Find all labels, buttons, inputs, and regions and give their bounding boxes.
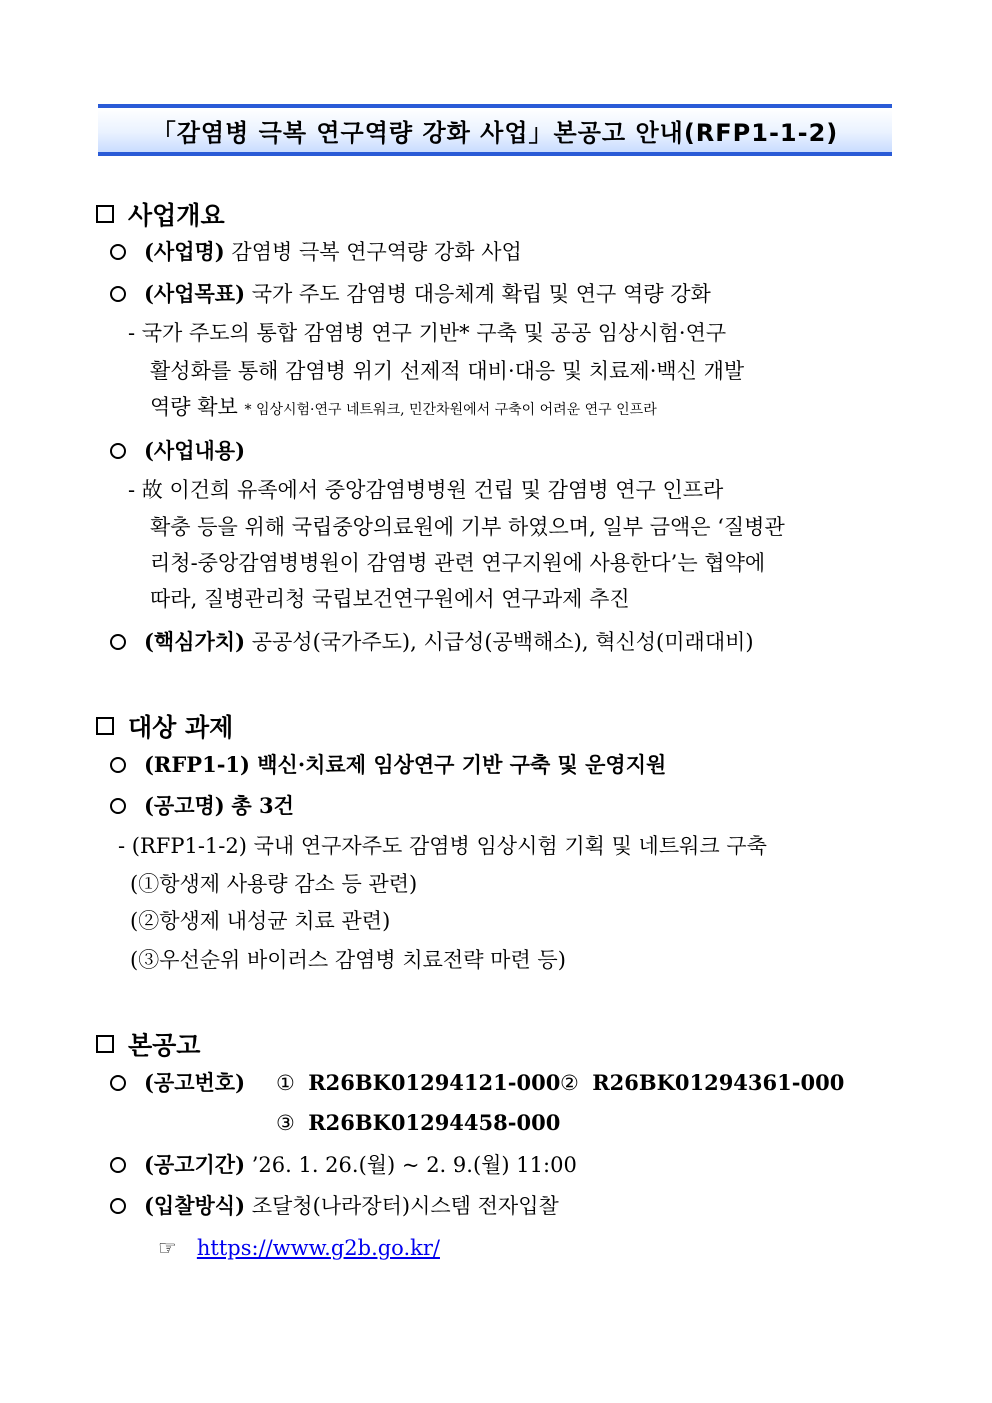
target-count-item: (공고명) 총 3건 (110, 795, 294, 817)
circle-bullet-icon (110, 634, 126, 650)
checkbox-square-icon (96, 717, 114, 735)
announcement-number-2: ② R26BK01294361-000 (560, 1070, 845, 1095)
circle-bullet-icon (110, 798, 126, 814)
pointing-hand-icon: ☞ (158, 1236, 177, 1260)
circle-bullet-icon (110, 1198, 126, 1214)
page-title: 「감염병 극복 연구역량 강화 사업」본공고 안내(RFP1-1-2) (151, 118, 839, 147)
content-line-1: - 故 이건희 유족에서 중앙감염병병원 건립 및 감염병 연구 인프라 (128, 478, 724, 502)
goal-detail-line-1: - 국가 주도의 통합 감염병 연구 기반* 구축 및 공공 임상시험·연구 (128, 321, 727, 345)
circle-bullet-icon (110, 286, 126, 302)
content-line-3: 리청-중앙감염병병원이 감염병 관련 연구지원에 사용한다’는 협약에 (150, 551, 766, 575)
content-line-4: 따라, 질병관리청 국립보건연구원에서 연구과제 추진 (150, 587, 630, 611)
circle-bullet-icon (110, 1075, 126, 1091)
circle-bullet-icon (110, 443, 126, 459)
announcement-number-3: ③ R26BK01294458-000 (276, 1110, 561, 1135)
announcement-method-item: (입찰방식) 조달청(나라장터)시스템 전자입찰 (110, 1195, 559, 1217)
overview-value-item: (핵심가치) 공공성(국가주도), 시급성(공백해소), 혁신성(미래대비) (110, 631, 754, 653)
target-sub-line-2: (①항생제 사용량 감소 등 관련) (130, 872, 418, 896)
overview-content-item: (사업내용) (110, 440, 245, 462)
overview-goal-item: (사업목표) 국가 주도 감염병 대응체계 확립 및 연구 역량 강화 (110, 283, 711, 305)
checkbox-square-icon (96, 205, 114, 223)
section-heading-target: 대상 과제 (96, 708, 233, 744)
circle-bullet-icon (110, 757, 126, 773)
overview-name-item: (사업명) 감염병 극복 연구역량 강화 사업 (110, 241, 522, 263)
section-heading-announcement: 본공고 (96, 1026, 200, 1062)
section-heading-overview: 사업개요 (96, 196, 225, 232)
announcement-number-1: ① R26BK01294121-000 (276, 1070, 561, 1095)
goal-detail-line-2: 활성화를 통해 감염병 위기 선제적 대비·대응 및 치료제·백신 개발 (150, 359, 745, 383)
circle-bullet-icon (110, 244, 126, 260)
goal-detail-line-3: 역량 확보 * 임상시험·연구 네트워크, 민간차원에서 구축이 어려운 연구 인프라 (150, 395, 657, 419)
g2b-link[interactable]: https://www.g2b.go.kr/ (196, 1236, 440, 1260)
announcement-link-row (158, 1238, 440, 1259)
target-rfp-item: (RFP1-1) 백신·치료제 임상연구 기반 구축 및 운영지원 (110, 754, 666, 776)
target-sub-line-1: - (RFP1-1-2) 국내 연구자주도 감염병 임상시험 기획 및 네트워크 구축 (118, 834, 767, 858)
title-banner (98, 104, 892, 156)
content-line-2: 확충 등을 위해 국립중앙의료원에 기부 하였으며, 일부 금액은 ‘질병관 (150, 515, 785, 539)
checkbox-square-icon (96, 1035, 114, 1053)
circle-bullet-icon (110, 1157, 126, 1173)
goal-footnote: * 임상시험·연구 네트워크, 민간차원에서 구축이 어려운 연구 인프라 (244, 402, 657, 418)
announcement-number-item: (공고번호) (110, 1072, 245, 1094)
target-sub-line-4: (③우선순위 바이러스 감염병 치료전략 마련 등) (130, 948, 566, 972)
target-sub-line-3: (②항생제 내성균 치료 관련) (130, 909, 391, 933)
announcement-period-item: (공고기간) ’26. 1. 26.(월) ~ 2. 9.(월) 11:00 (110, 1154, 577, 1176)
